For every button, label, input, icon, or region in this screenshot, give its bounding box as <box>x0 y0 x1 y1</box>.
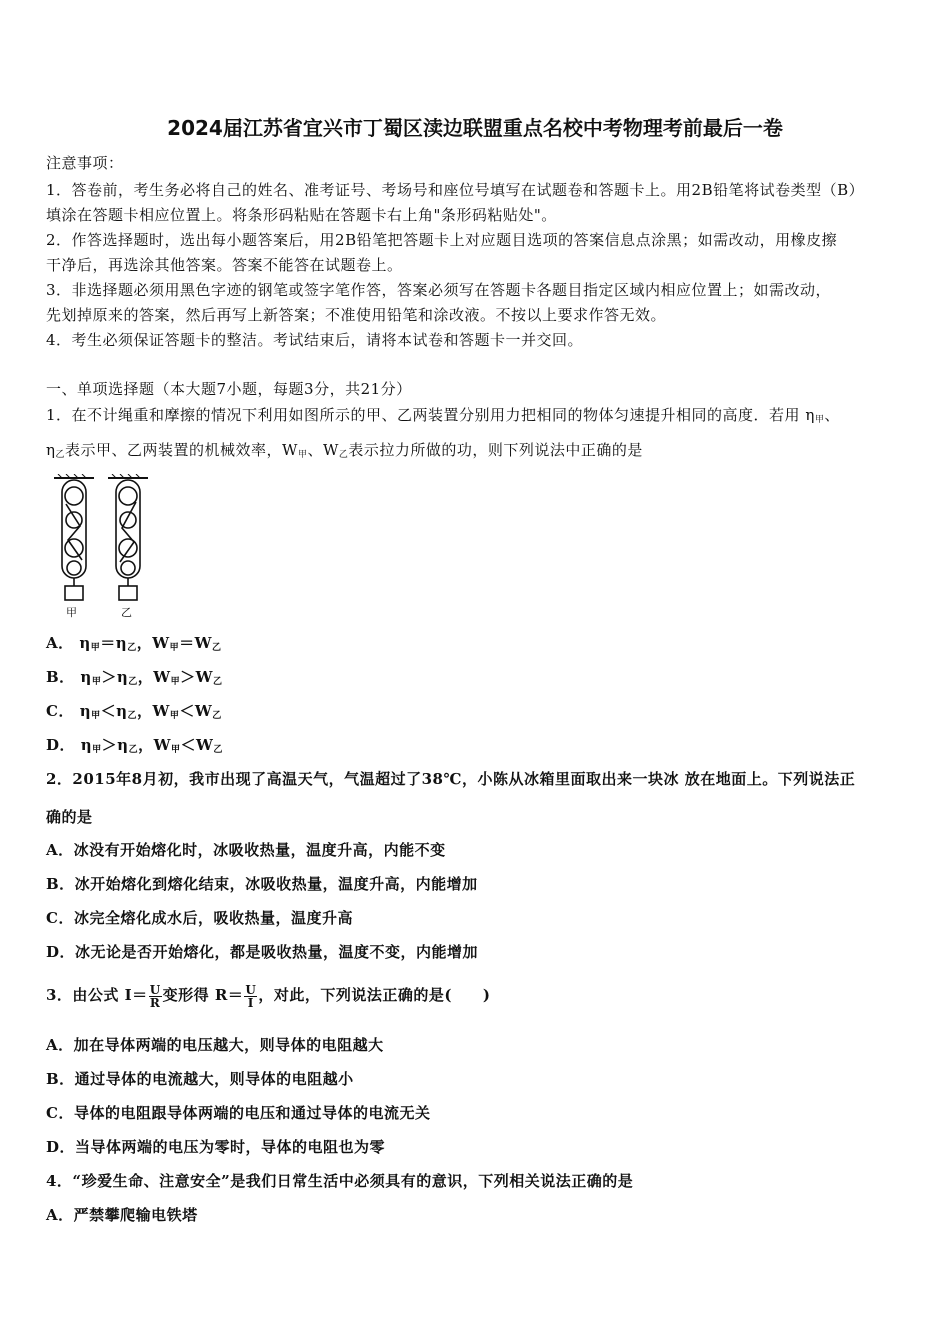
question-2-line-1: 2．2015年8月初，我市出现了高温天气，气温超过了38℃，小陈从冰箱里面取出来一块冰 放在地面上。下列说法正 <box>46 770 856 788</box>
formula-u-over-r: $\frac{U}{R}$ <box>149 982 161 1010</box>
pulley-diagram <box>52 474 152 619</box>
question-1-option-a[interactable]: A． $\eta_甲=\eta_乙$，$W_甲=W_乙$ <box>46 634 222 653</box>
figure-label-yi: 乙 <box>121 606 132 619</box>
question-3-option-d[interactable]: D．当导体两端的电压为零时，导体的电阻也为零 <box>46 1138 386 1156</box>
page-title: 2024届江苏省宜兴市丁蜀区渎边联盟重点名校中考物理考前最后一卷 <box>167 116 783 140</box>
notice-line: 先划掉原来的答案，然后再写上新答案；不准使用铅笔和涂改液。不按以上要求作答无效。 <box>46 306 667 324</box>
figure-label-jia: 甲 <box>66 606 77 619</box>
question-1-line-2: $\eta_乙$表示甲、乙两装置的机械效率，$W_甲$、$W_乙$表示拉力所做的功，则下列说法中正确的是 <box>46 441 643 460</box>
notice-line: 干净后，再选涂其他答案。答案不能答在试题卷上。 <box>46 256 403 274</box>
notice-line: 4．考生必须保证答题卡的整洁。考试结束后，请将本试卷和答题卡一并交回。 <box>46 331 584 349</box>
pulley-figure <box>52 474 152 623</box>
question-2-option-a[interactable]: A．冰没有开始熔化时，冰吸收热量，温度升高，内能不变 <box>46 841 446 859</box>
question-2-option-c[interactable]: C．冰完全熔化成水后，吸收热量，温度升高 <box>46 909 353 927</box>
question-3-option-a[interactable]: A．加在导体两端的电压越大，则导体的电阻越大 <box>46 1036 384 1054</box>
formula-u-over-i: $\frac{U}{I}$ <box>245 982 257 1010</box>
notice-line: 3．非选择题必须用黑色字迹的钢笔或签字笔作答，答案必须写在答题卡各题目指定区域内相应位置上；如需改动， <box>46 281 832 299</box>
section-heading: 一、单项选择题（本大题7小题，每题3分，共21分） <box>46 380 412 398</box>
notice-line: 填涂在答题卡相应位置上。将条形码粘贴在答题卡右上角"条形码粘贴处"。 <box>46 206 557 224</box>
notice-line: 2．作答选择题时，选出每小题答案后，用2B铅笔把答题卡上对应题目选项的答案信息点涂黑；如需改动，用橡皮擦 <box>46 231 838 249</box>
question-4-option-a[interactable]: A．严禁攀爬输电铁塔 <box>46 1206 198 1224</box>
question-3-option-c[interactable]: C．导体的电阻跟导体两端的电压和通过导体的电流无关 <box>46 1104 431 1122</box>
question-1-line-1: 1．在不计绳重和摩擦的情况下利用如图所示的甲、乙两装置分别用力把相同的物体匀速提升相同的高度．若用 $\eta_甲$、 <box>46 406 840 425</box>
question-2-line-2: 确的是 <box>46 808 93 826</box>
question-4-stem: 4．“珍爱生命、注意安全”是我们日常生活中必须具有的意识，下列相关说法正确的是 <box>46 1172 634 1190</box>
question-2-option-d[interactable]: D．冰无论是否开始熔化，都是吸收热量，温度不变，内能增加 <box>46 943 479 961</box>
question-1-option-c[interactable]: C． $\eta_甲<\eta_乙$，$W_甲<W_乙$ <box>46 702 222 721</box>
question-1-option-d[interactable]: D． $\eta_甲>\eta_乙$，$W_甲<W_乙$ <box>46 736 223 755</box>
question-1-option-b[interactable]: B． $\eta_甲>\eta_乙$，$W_甲>W_乙$ <box>46 668 223 687</box>
notice-heading: 注意事项： <box>46 154 124 172</box>
question-2-option-b[interactable]: B．冰开始熔化到熔化结束，冰吸收热量，温度升高，内能增加 <box>46 875 478 893</box>
question-3-option-b[interactable]: B．通过导体的电流越大，则导体的电阻越小 <box>46 1070 354 1088</box>
question-3-stem: 3．由公式 I＝ $\frac{U}{R}$ 变形得 R＝ $\frac{U}{I}$ ，对此，下列说法正确的是( ) <box>46 982 491 1010</box>
notice-line: 1．答卷前，考生务必将自己的姓名、准考证号、考场号和座位号填写在试题卷和答题卡上。用2B铅笔将试卷类型（B） <box>46 181 865 199</box>
